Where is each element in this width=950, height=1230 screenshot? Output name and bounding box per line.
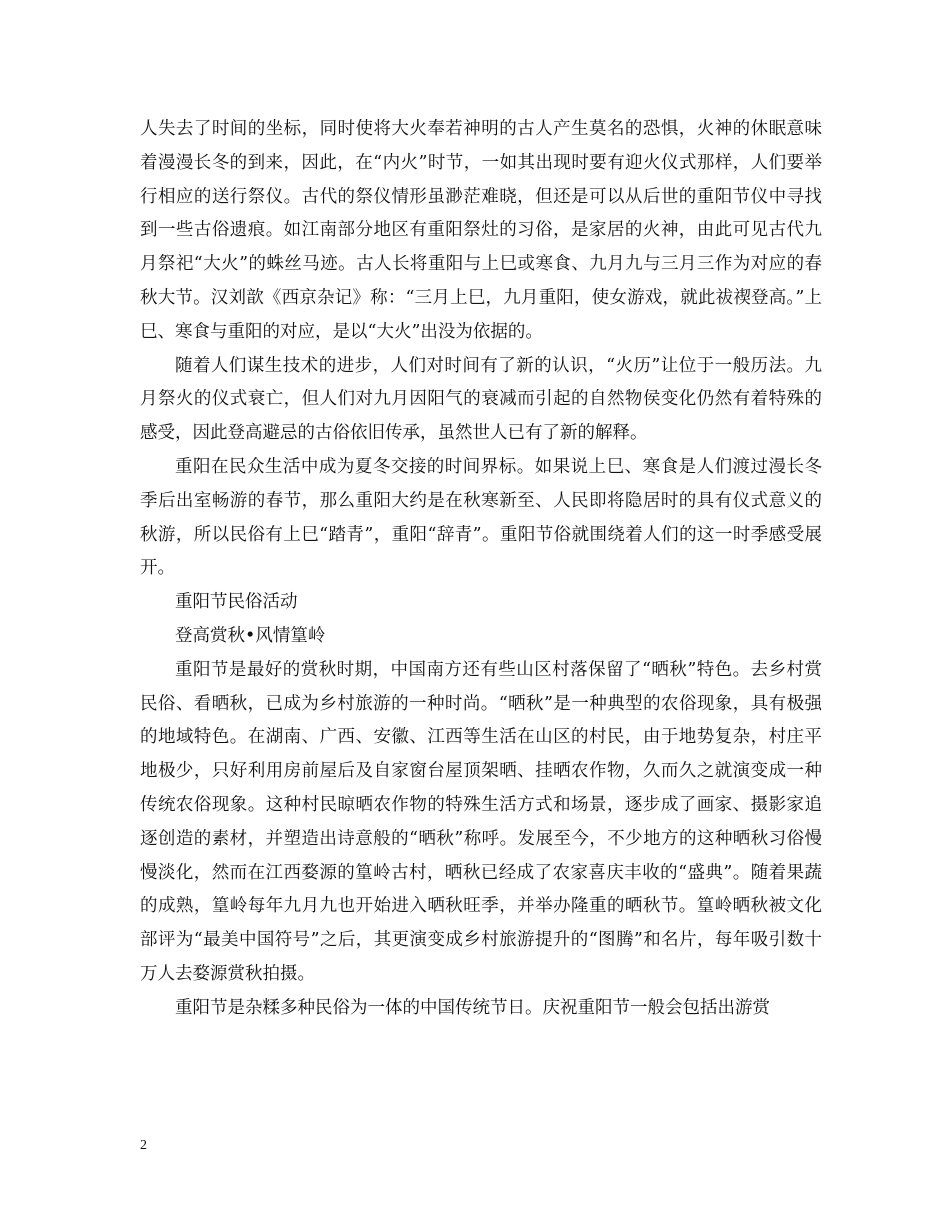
page-number: 2 — [140, 1138, 147, 1153]
subsection-heading: 登高赏秋•风情篁岭 — [175, 625, 326, 646]
document-body — [140, 113, 822, 1026]
paragraph: 重阳在民众生活中成为夏冬交接的时间界标。如果说上巳、寒食是人们渡过漫长冬季后出室畅游的春节，那么重阳大约是在秋寒新至、人民即将隐居时的具有仪式意义的秋游，所以民俗有上巳“踏青”，重阳“辞青”。重阳节俗就围绕着人们的这一时季感受展开。 — [140, 456, 822, 579]
section-heading: 重阳节民俗活动 — [175, 592, 298, 613]
paragraph: 重阳节是杂糅多种民俗为一体的中国传统节日。庆祝重阳节一般会包括出游赏 — [175, 997, 770, 1018]
paragraph: 随着人们谋生技术的进步，人们对时间有了新的认识，“火历”让位于一般历法。九月祭火的仪式衰亡，但人们对九月因阳气的衰减而引起的自然物侯变化仍然有着特殊的感受，因此登高避忌的古俗依旧传承，虽然世人已有了新的解释。 — [140, 355, 822, 444]
paragraph: 重阳节是最好的赏秋时期，中国南方还有些山区村落保留了“晒秋”特色。去乡村赏民俗、看晒秋，已成为乡村旅游的一种时尚。“晒秋”是一种典型的农俗现象，具有极强的地域特色。在湖南、广西、安徽、江西等生活在山区的村民，由于地势复杂，村庄平地极少，只好利用房前屋后及自家窗台屋顶架晒、挂晒农作物，久而久之就演变成一种传统农俗现象。这种村民晾晒农作物的特殊生活方式和场景，逐步成了画家、摄影家追逐创造的素材，并塑造出诗意般的“晒秋”称呼。发展至今，不少地方的这种晒秋习俗慢慢淡化，然而在江西婺源的篁岭古村，晒秋已经成了农家喜庆丰收的“盛典”。随着果蔬的成熟，篁岭每年九月九也开始进入晒秋旺季，并举办隆重的晒秋节。篁岭晒秋被文化部评为“最美中国符号”之后，其更演变成乡村旅游提升的“图腾”和名片，每年吸引数十万人去婺源赏秋拍摄。 — [140, 659, 822, 984]
paragraph: 人失去了时间的坐标，同时使将大火奉若神明的古人产生莫名的恐惧，火神的休眠意味着漫漫长冬的到来，因此，在“内火”时节，一如其出现时要有迎火仪式那样，人们要举行相应的送行祭仪。古代的祭仪情形虽渺茫难晓，但还是可以从后世的重阳节仪中寻找到一些古俗遗痕。如江南部分地区有重阳祭灶的习俗，是家居的火神，由此可见古代九月祭祀“大火”的蛛丝马迹。古人长将重阳与上巳或寒食、九月九与三月三作为对应的春秋大节。汉刘歆《西京杂记》称：“三月上巳，九月重阳，使女游戏，就此祓禊登高。”上巳、寒食与重阳的对应，是以“大火”出没为依据的。 — [140, 119, 822, 342]
